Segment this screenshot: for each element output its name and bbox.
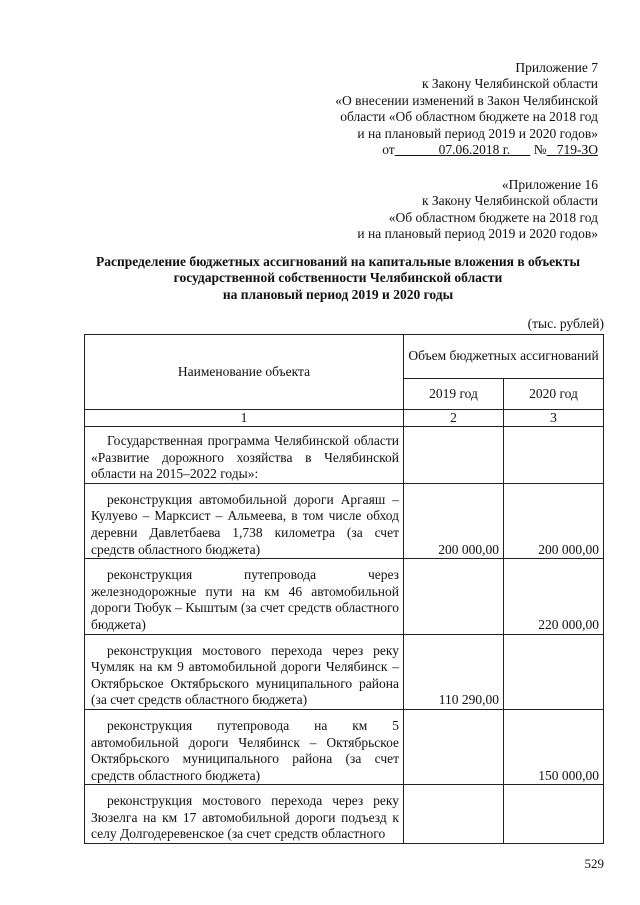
object-name: реконструкция путепровода через железнодорожные пути на км 46 автомобильной дороги Тюбук – Кыштым (за счет средств областного бюджета) (85, 559, 404, 634)
table-row (85, 559, 604, 634)
date-prefix: от (382, 142, 395, 158)
appendix-7-line: к Закону Челябинской области (421, 76, 598, 92)
program-name: Государственная программа Челябинской области «Развитие дорожного хозяйства в Челябинской области на 2015–2022 годы»: (85, 427, 404, 484)
column-number: 1 (85, 410, 404, 427)
value-2020 (504, 634, 604, 709)
value-2019 (404, 709, 504, 784)
value-2019: 110 290,00 (404, 634, 504, 709)
value-2020: 200 000,00 (504, 483, 604, 558)
table-row (85, 709, 604, 784)
appendix-16-line: к Закону Челябинской области (421, 193, 598, 209)
appendix-7-line: области «Об областном бюджете на 2018 год (340, 109, 598, 125)
page-number: 529 (584, 856, 604, 871)
title-line: государственной собственности Челябинской области (173, 270, 503, 286)
value-2019: 200 000,00 (404, 483, 504, 558)
budget-table (84, 334, 604, 844)
value-2020: 220 000,00 (504, 559, 604, 634)
law-reference-line (335, 142, 598, 158)
appendix-7-line: Приложение 7 (515, 60, 598, 75)
units-label: (тыс. рублей) (527, 316, 604, 331)
title-line: Распределение бюджетных ассигнований на капитальные вложения в объекты (95, 254, 581, 269)
appendix-7-line: «О внесении изменений в Закон Челябинской (335, 92, 598, 108)
appendix-7-line: и на плановый период 2019 и 2020 годов» (357, 125, 598, 141)
number-prefix: № (533, 142, 547, 158)
law-date: 07.06.2018 г. (438, 142, 511, 158)
appendix-16-line: «Приложение 16 (501, 177, 598, 192)
header-object-name: Наименование объекта (85, 335, 404, 410)
header-budget-volume: Объем бюджетных ассигнований (404, 335, 604, 379)
value-2019 (404, 785, 504, 844)
header-year-2019: 2019 год (404, 378, 504, 409)
law-number: 719-ЗО (556, 142, 598, 158)
column-number-row (85, 410, 604, 427)
appendix-16-line: «Об областном бюджете на 2018 год (388, 209, 598, 225)
header-year-2020: 2020 год (504, 378, 604, 409)
title-line: на плановый период 2019 и 2020 годы (222, 286, 454, 302)
column-number: 3 (504, 410, 604, 427)
table-row (85, 634, 604, 709)
object-name: реконструкция мостового перехода через реку Зюзелга на км 17 автомобильной дороги подъезд к селу Долгодеревенское (за счет средств областного (85, 785, 404, 844)
table-row (85, 427, 604, 484)
appendix-7-block (335, 60, 598, 158)
table-row (85, 785, 604, 844)
column-number: 2 (404, 410, 504, 427)
value-2019 (404, 559, 504, 634)
value-2020 (504, 785, 604, 844)
appendix-16-line: и на плановый период 2019 и 2020 годов» (357, 226, 598, 242)
table-row (85, 483, 604, 558)
appendix-16-block (357, 177, 598, 243)
document-title (60, 254, 616, 303)
object-name: реконструкция мостового перехода через реку Чумляк на км 9 автомобильной дороги Челябинск – Октябрьское Октябрьского муниципального района (за счет средств областного бюджета) (85, 634, 404, 709)
object-name: реконструкция автомобильной дороги Аргаяш – Кулуево – Марксист – Альмеева, в том числе обход деревни Давлетбаева 1,738 километра (за счет средств областного бюджета) (85, 483, 404, 558)
value-2020: 150 000,00 (504, 709, 604, 784)
object-name: реконструкция путепровода на км 5 автомобильной дороги Челябинск – Октябрьское Октябрьского муниципального района (за счет средств областного бюджета) (85, 709, 404, 784)
